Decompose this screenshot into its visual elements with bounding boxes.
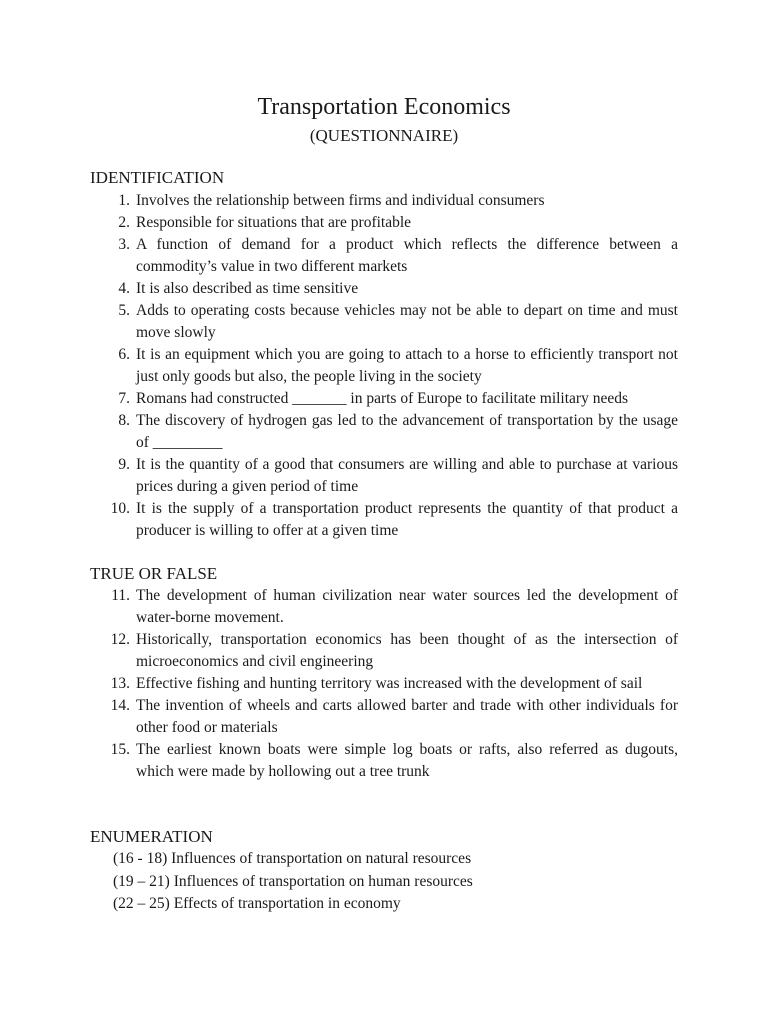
question-item: [90, 300, 678, 344]
question-text: The invention of wheels and carts allowed barter and trade with other individuals for other food or materials: [136, 697, 678, 736]
question-number: 8.: [118, 412, 130, 429]
question-text: Romans had constructed _______ in parts of Europe to facilitate military needs: [136, 390, 628, 407]
question-item: [90, 454, 678, 498]
question-text: Responsible for situations that are profitable: [136, 214, 412, 231]
question-item: [90, 234, 678, 278]
question-text: The earliest known boats were simple log boats or rafts, also referred as dugouts, which were made by hollowing out a tree trunk: [136, 741, 678, 780]
question-number: 1.: [118, 192, 130, 209]
document-title: Transportation Economics: [257, 94, 511, 120]
true-or-false-heading: TRUE OR FALSE: [90, 564, 218, 583]
question-item: [90, 585, 678, 629]
question-item: [90, 344, 678, 388]
question-item: [90, 739, 678, 783]
identification-list: [90, 190, 678, 542]
identification-heading: IDENTIFICATION: [90, 168, 225, 187]
question-text: It is also described as time sensitive: [136, 280, 359, 297]
question-text: Effective fishing and hunting territory was increased with the development of sail: [136, 675, 643, 692]
enumeration-list: [113, 848, 678, 916]
true-or-false-list: [90, 585, 678, 783]
question-text: It is the supply of a transportation product represents the quantity of that product a producer is willing to offer at a given time: [136, 500, 678, 539]
question-number: 5.: [118, 302, 130, 319]
question-text: Historically, transportation economics has been thought of as the intersection of microeconomics and civil engineering: [136, 631, 678, 670]
question-item: [90, 410, 678, 454]
question-item: [90, 695, 678, 739]
question-number: 12.: [110, 631, 130, 648]
enumeration-heading: ENUMERATION: [90, 827, 213, 846]
question-number: 7.: [118, 390, 130, 407]
question-number: 15.: [110, 741, 130, 758]
question-number: 10.: [110, 500, 130, 517]
question-text: Adds to operating costs because vehicles may not be able to depart on time and must move slowly: [136, 302, 678, 341]
question-number: 6.: [118, 346, 130, 363]
question-item: [90, 498, 678, 542]
question-text: It is the quantity of a good that consumers are willing and able to purchase at various prices during a given period of time: [136, 456, 678, 495]
question-item: [90, 190, 678, 212]
question-number: 2.: [118, 214, 130, 231]
question-text: A function of demand for a product which reflects the difference between a commodity’s value in two different markets: [136, 236, 678, 275]
enumeration-item: (22 – 25) Effects of transportation in economy: [113, 895, 401, 912]
question-number: 13.: [110, 675, 130, 692]
question-number: 14.: [110, 697, 130, 714]
question-item: [90, 629, 678, 673]
question-text: Involves the relationship between firms and individual consumers: [136, 192, 545, 209]
document-subtitle: (QUESTIONNAIRE): [309, 126, 459, 145]
question-number: 9.: [118, 456, 130, 473]
question-number: 3.: [118, 236, 130, 253]
enumeration-item: (16 - 18) Influences of transportation on natural resources: [113, 850, 472, 867]
enumeration-item: (19 – 21) Influences of transportation on human resources: [113, 872, 473, 890]
question-item: [90, 212, 678, 234]
question-text: The discovery of hydrogen gas led to the advancement of transportation by the usage of _________: [136, 412, 678, 451]
question-item: [90, 673, 678, 695]
question-text: It is an equipment which you are going to attach to a horse to efficiently transport not just only goods but also, the people living in the society: [136, 346, 678, 385]
question-number: 4.: [118, 280, 130, 297]
question-item: [90, 388, 678, 410]
question-text: The development of human civilization near water sources led the development of water-borne movement.: [136, 587, 678, 626]
question-number: 11.: [111, 587, 130, 604]
question-item: [90, 278, 678, 300]
